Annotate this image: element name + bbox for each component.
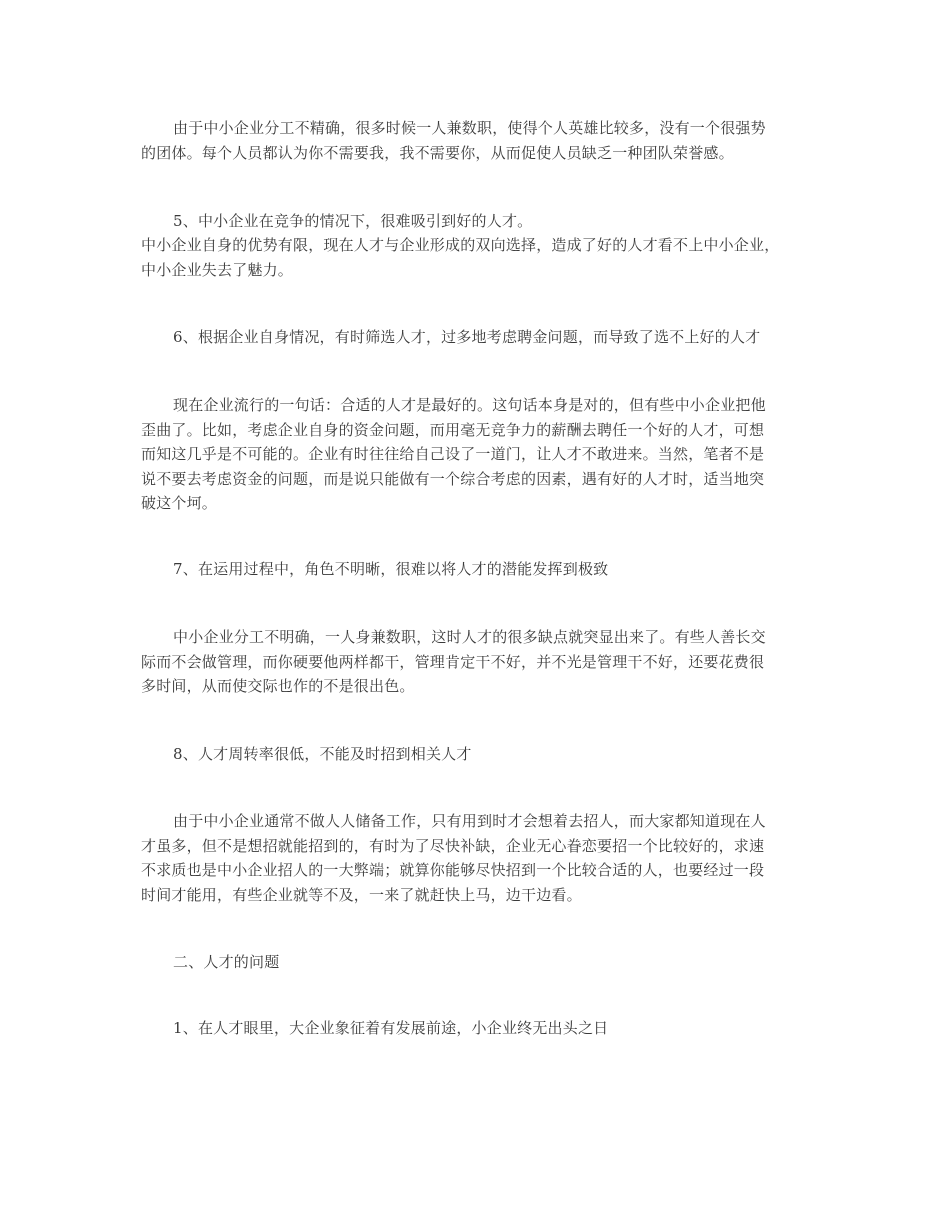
section-title: 二、人才的问题 <box>173 953 280 971</box>
section-heading-talent <box>141 950 821 975</box>
paragraph-line: 才虽多，但不是想招就能招到的，有时为了尽快补缺，企业无心眷恋要招一个比较好的，求速 <box>141 836 765 855</box>
heading-item-6 <box>141 325 821 350</box>
heading-item-5 <box>141 209 821 234</box>
heading-text: 1、在人才眼里，大企业象征着有发展前途，小企业终无出头之日 <box>173 1019 609 1037</box>
paragraph-line: 时间才能用，有些企业就等不及，一来了就赶快上马，边干边看。 <box>141 885 582 904</box>
heading-section2-item-1 <box>141 1016 821 1041</box>
paragraph-line: 的团体。每个人员都认为你不需要我，我不需要你，从而促使人员缺乏一种团队荣誉感。 <box>141 143 734 162</box>
paragraph-item-6 <box>141 393 821 516</box>
heading-text: 5、中小企业在竞争的情况下，很难吸引到好的人才。 <box>173 212 533 230</box>
paragraph-line: 多时间，从而使交际也作的不是很出色。 <box>141 677 415 695</box>
paragraph-line: 现在企业流行的一句话：合适的人才是最好的。这句话本身是对的，但有些中小企业把他 <box>173 396 766 414</box>
paragraph-line: 歪曲了。比如，考虑企业自身的资金问题，而用毫无竞争力的薪酬去聘任一个好的人才，可想 <box>141 420 765 439</box>
paragraph-line: 由于中小企业分工不精确，很多时候一人兼数职，使得个人英雄比较多，没有一个很强势 <box>173 119 766 137</box>
paragraph-item-5 <box>141 233 821 282</box>
heading-item-7 <box>141 557 821 582</box>
heading-text: 8、人才周转率很低，不能及时招到相关人才 <box>173 745 472 763</box>
paragraph-team-honor <box>141 116 821 165</box>
heading-item-8 <box>141 742 821 767</box>
heading-text: 7、在运用过程中，角色不明晰，很难以将人才的潜能发挥到极致 <box>173 560 609 578</box>
paragraph-item-8 <box>141 809 821 907</box>
paragraph-line: 中小企业自身的优势有限，现在人才与企业形成的双向选择，造成了好的人才看不上中小企业， <box>141 236 780 254</box>
paragraph-line: 际而不会做管理，而你硬要他两样都干，管理肯定干不好，并不光是管理干不好，还要花费很 <box>141 652 765 671</box>
paragraph-line: 中小企业失去了魅力。 <box>141 260 294 279</box>
paragraph-line: 由于中小企业通常不做人人储备工作，只有用到时才会想着去招人，而大家都知道现在人 <box>173 812 766 830</box>
paragraph-line: 说不要去考虑资金的问题，而是说只能做有一个综合考虑的因素，遇有好的人才时，适当地突 <box>141 469 765 488</box>
heading-text: 6、根据企业自身情况，有时筛选人才，过多地考虑聘金问题，而导致了选不上好的人才 <box>173 328 761 346</box>
paragraph-line: 不求质也是中小企业招人的一大弊端；就算你能够尽快招到一个比较合适的人，也要经过一段 <box>141 861 765 879</box>
paragraph-line: 中小企业分工不明确，一人身兼数职，这时人才的很多缺点就突显出来了。有些人善长交 <box>173 628 766 646</box>
paragraph-line: 而知这几乎是不可能的。企业有时往往给自己设了一道门，让人才不敢进来。当然，笔者不是 <box>141 445 765 463</box>
paragraph-item-7 <box>141 625 821 699</box>
paragraph-line: 破这个坷。 <box>141 494 218 512</box>
